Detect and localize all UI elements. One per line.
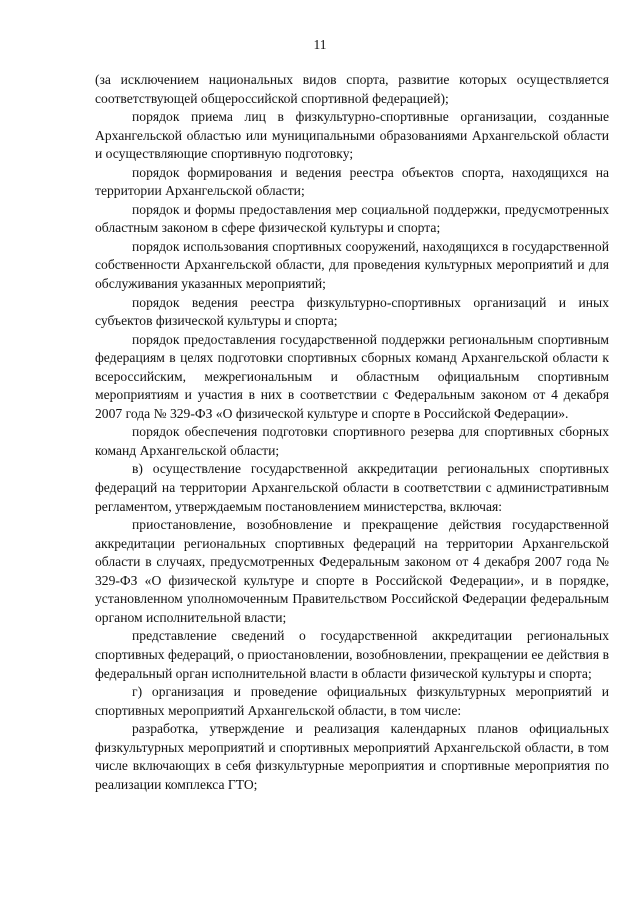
paragraph: г) организация и проведение официальных физкультурных мероприятий и спортивных мероприятий Архангельской области, в том числе: — [95, 684, 609, 718]
paragraph: в) осуществление государственной аккредитации региональных спортивных федераций на территории Архангельской области в соответствии с административным регламентом, утверждаемым постановлением министерства, включая: — [95, 461, 609, 514]
paragraph: порядок предоставления государственной поддержки региональным спортивным федерациям в целях подготовки спортивных сборных команд Архангельской области к всероссийским, межрегиональным и областным официальным спортивным мероприятиям и участия в них в соответствии с Федеральным законом от 4 декабря 2007 года № 329-ФЗ «О физической культуре и спорте в Российской Федерации». — [95, 331, 609, 421]
paragraph: приостановление, возобновление и прекращение действия государственной аккредитации региональных спортивных федераций на территории Архангельской области в случаях, предусмотренных Федеральным законом от 4 декабря 2007 года № 329-ФЗ «О физической культуре и спорте в Российской Федерации», и в порядке, установленном уполномоченным Правительством Российской Федерации федеральным органом исполнительной власти; — [95, 517, 609, 625]
document-body — [95, 71, 609, 794]
page-number: 11 — [313, 37, 327, 52]
paragraph: представление сведений о государственной аккредитации региональных спортивных федераций, о приостановлении, возобновлении, прекращении ее действия в федеральный орган исполнительной власти в области физической культуры и спорта; — [95, 628, 609, 681]
paragraph: порядок использования спортивных сооружений, находящихся в государственной собственности Архангельской области, для проведения культурных мероприятий и для обслуживания указанных мероприятий; — [95, 238, 609, 292]
paragraph: порядок обеспечения подготовки спортивного резерва для спортивных сборных команд Архангельской области; — [95, 424, 609, 458]
paragraph: порядок приема лиц в физкультурно-спортивные организации, созданные Архангельской областью или муниципальными образованиями Архангельской области и осуществляющие спортивную подготовку; — [95, 109, 609, 162]
paragraph: (за исключением национальных видов спорта, развитие которых осуществляется соответствующей общероссийской спортивной федерацией); — [95, 72, 609, 106]
paragraph: разработка, утверждение и реализация календарных планов официальных физкультурных мероприятий и спортивных мероприятий Архангельской области, в том числе включающих в себя физкультурные мероприятия и спортивные мероприятия по реализации комплекса ГТО; — [95, 721, 609, 792]
paragraph: порядок и формы предоставления мер социальной поддержки, предусмотренных областным законом в сфере физической культуры и спорта; — [95, 201, 609, 236]
paragraph: порядок формирования и ведения реестра объектов спорта, находящихся на территории Архангельской области; — [95, 164, 609, 199]
paragraph: порядок ведения реестра физкультурно-спортивных организаций и иных субъектов физической культуры и спорта; — [95, 294, 609, 329]
